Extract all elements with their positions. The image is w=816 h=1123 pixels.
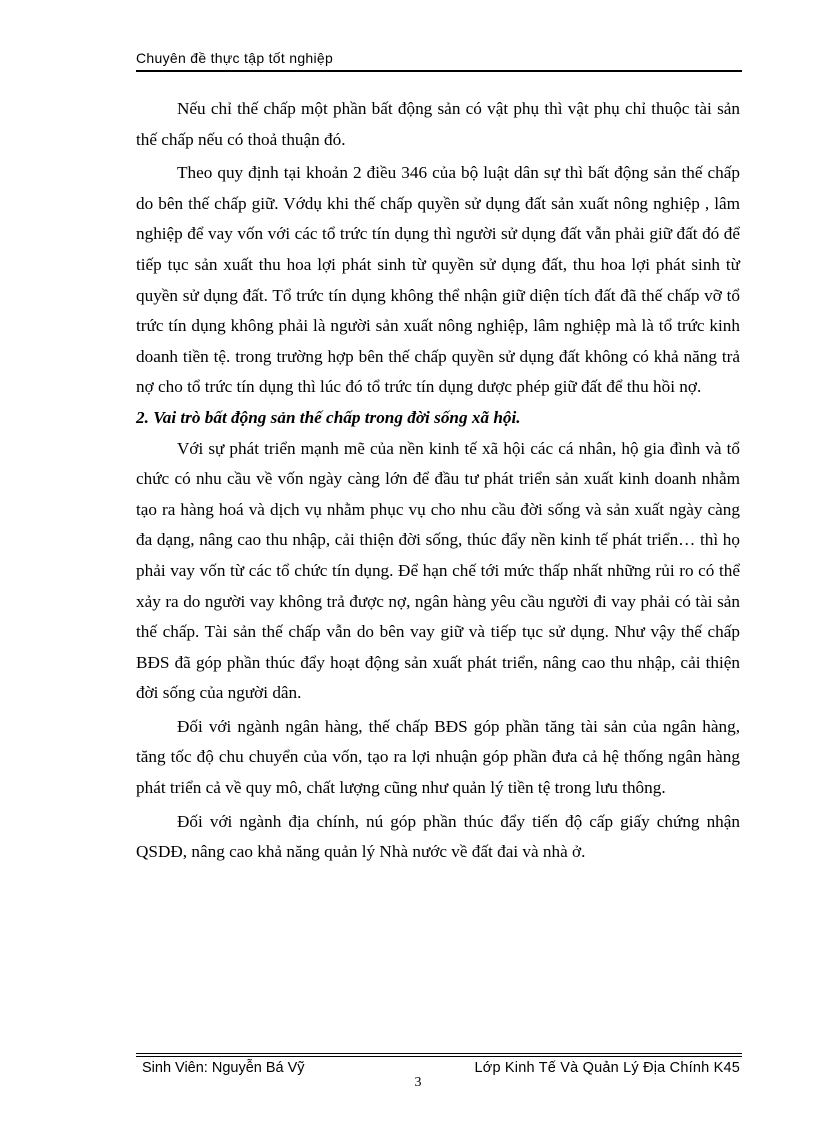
page-number: 3 (414, 1075, 422, 1090)
footer-divider-bottom (136, 1056, 742, 1057)
paragraph-collateral-accessory: Nếu chỉ thế chấp một phần bất động sản có vật phụ thì vật phụ chỉ thuộc tài sản thế chấp nếu có thoả thuận đó. (136, 99, 740, 149)
paragraph-banking-sector: Đối với ngành ngân hàng, thế chấp BĐS góp phần tăng tài sản của ngân hàng, tăng tốc độ chu chuyển của vốn, tạo ra lợi nhuận góp phần đưa cả hệ thống ngân hàng phát triển cả về quy mô, chất lượng cũng như quản lý tiền tệ trong lưu thông. (136, 716, 740, 798)
footer-divider-top (136, 1053, 742, 1054)
document-body (136, 94, 740, 868)
header-divider (136, 70, 742, 72)
page-header-title: Chuyên đề thực tập tốt nghiệp (136, 50, 334, 66)
paragraph-economic-development: Với sự phát triển mạnh mẽ của nền kinh tế xã hội các cá nhân, hộ gia đình và tổ chức có nhu cầu về vốn ngày càng lớn để đầu tư phát triển sản xuất kinh doanh nhằm tạo ra hàng hoá và dịch vụ nhằm phục vụ cho nhu cầu đời sống và sản xuất ngày càng đa dạng, nâng cao thu nhập, cải thiện đời sống, thúc đẩy nền kinh tế phát triển… thì họ phải vay vốn từ các tổ chức tín dụng. Để hạn chế tới mức thấp nhất những rủi ro có thể xảy ra do người vay không trả được nợ, ngân hàng yêu cầu người đi vay phải có tài sản thế chấp. Tài sản thế chấp vẫn do bên vay giữ và tiếp tục sử dụng. Như vậy thế chấp BĐS đã góp phần thúc đẩy hoạt động sản xuất phát triển, nâng cao thu nhập, cải thiện đời sống của người dân. (136, 438, 740, 703)
paragraph-civil-code-article: Theo quy định tại khoản 2 điều 346 của bộ luật dân sự thì bất động sản thế chấp do bên thế chấp giữ. Vớdụ khi thế chấp quyền sử dụng đất sản xuất nông nghiệp , lâm nghiệp để vay vốn với các tổ trức tín dụng thì người sử dụng đất vẫn phải giữ đất đó để tiếp tục sản xuất thu hoa lợi phát sinh từ quyền sử dụng đất, thu hoa lợi phát sinh từ quyền sử dụng đất. Tổ trức tín dụng không thể nhận giữ diện tích đất đã thế chấp vỡ tổ trức tín dụng không phải là người sản xuất nông nghiệp, lâm nghiệp mà là tổ trức kinh doanh tiền tệ. trong trường hợp bên thế chấp quyền sử dụng đất không có khả năng trả nợ cho tổ trức tín dụng thì lúc đó tổ trức tín dụng dược phép giữ đất để thu hồi nợ. (136, 163, 740, 397)
footer-student-name: Sinh Viên: Nguyễn Bá Vỹ (142, 1060, 305, 1076)
section-heading-role: 2. Vai trò bất động sản thế chấp trong đời sống xã hội. (136, 407, 521, 427)
paragraph-land-administration: Đối với ngành địa chính, nú góp phần thúc đẩy tiến độ cấp giấy chứng nhận QSDĐ, nâng cao khả năng quản lý Nhà nước về đất đai và nhà ở. (136, 811, 740, 862)
footer-class-name: Lớp Kinh Tế Và Quản Lý Địa Chính K45 (474, 1060, 740, 1076)
